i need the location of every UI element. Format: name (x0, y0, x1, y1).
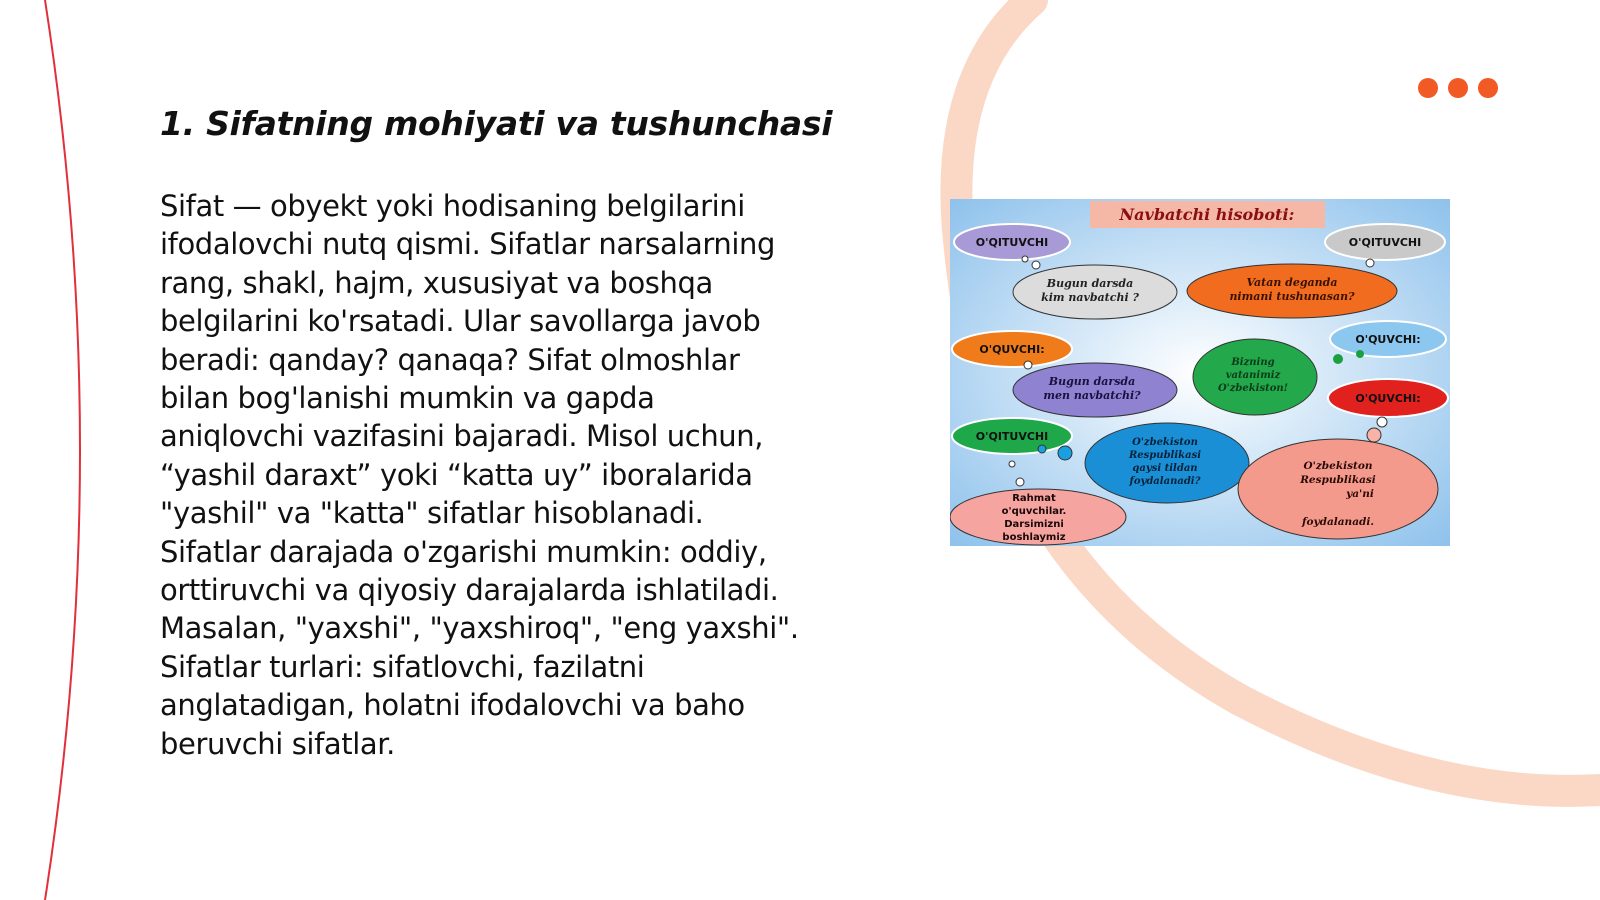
thought-dot (1009, 461, 1015, 467)
left-edge-line-decoration (45, 0, 80, 900)
blue-cloud-line-2: Respublikasi (1129, 450, 1201, 461)
thought-dot (1366, 259, 1374, 267)
dot-icon (1478, 78, 1498, 98)
dot-icon (1418, 78, 1438, 98)
blue-cloud-line-3: qaysi tildan (1132, 463, 1198, 474)
thought-dot (1022, 256, 1028, 262)
green-cloud-line-3: O'zbekiston! (1217, 383, 1289, 394)
blue-cloud-line-1: O'zbekiston (1132, 437, 1198, 448)
pink-cloud-line-4: boshlaymiz (1002, 532, 1066, 543)
green-cloud-line-1: Bizning (1231, 357, 1275, 368)
dialogue-illustration (950, 199, 1450, 546)
thought-dot (1356, 350, 1364, 358)
red-cloud-line-4: foydalanadi. (1302, 516, 1374, 528)
grey-cloud-line-2: kim navbatchi ? (1041, 291, 1139, 304)
slide-title: 1. Sifatning mohiyati va tushunchasi (160, 104, 833, 143)
teacher-left-label: O'QITUVCHI (975, 236, 1049, 249)
red-cloud-line-2: Respublikasi (1300, 474, 1376, 486)
pink-cloud-line-2: o'quvchilar. (1001, 506, 1067, 517)
thought-dot (1024, 361, 1032, 369)
student-orange-label: O'QUVCHI: (979, 343, 1045, 356)
slide-body-text: Sifat — obyekt yoki hodisaning belgilarini ifodalovchi nutq qismi. Sifatlar narsalarning rang, shakl, hajm, xususiyat va boshqa belgilarini ko'rsatadi. Ular savollarga javob beradi: qanday? qanaqa? Sifat olmoshlar bilan bog'lanishi mumkin va gapda aniqlovchi vazifasini bajaradi. Misol uchun, “yashil daraxt” yoki “katta uy” iboralarida "yashil" va "katta" sifatlar hisoblanadi. Sifatlar darajada o'zgarishi mumkin: oddiy, orttiruvchi va qiyosiy darajalarda ishlatiladi. Masalan, "yaxshi", "yaxshiroq", "eng yaxshi". Sifatlar turlari: sifatlovchi, fazilatni anglatadigan, holatni ifodalovchi va baho beruvchi sifatlar. (160, 189, 799, 761)
thought-dot (1367, 428, 1381, 442)
thought-dot (1333, 354, 1343, 364)
green-cloud-line-2: vatanimiz (1225, 370, 1281, 381)
pink-cloud-line-3: Darsimizni (1004, 519, 1064, 530)
thought-dot (1032, 261, 1040, 269)
student-blue-label: O'QUVCHI: (1355, 333, 1421, 346)
thought-dot (1377, 417, 1387, 427)
orange-cloud-line-2: nimani tushunasan? (1229, 290, 1355, 303)
heading-text: Navbatchi hisoboti: (1119, 205, 1295, 224)
thought-dot (1058, 446, 1072, 460)
pink-cloud-line-1: Rahmat (1012, 493, 1056, 504)
purple-cloud-line-1: Bugun darsda (1048, 375, 1136, 388)
teacher-right-label: O'QITUVCHI (1348, 236, 1422, 249)
red-cloud-line-3: ya'ni (1346, 488, 1374, 500)
red-cloud-line-1: O'zbekiston (1303, 460, 1373, 472)
student-red-label: O'QUVCHI: (1355, 392, 1421, 405)
purple-cloud-line-2: men navbatchi? (1043, 389, 1141, 402)
orange-cloud-line-1: Vatan deganda (1246, 276, 1338, 289)
dot-icon (1448, 78, 1468, 98)
thought-dot (1016, 478, 1024, 486)
teacher-green-label: O'QITUVCHI (975, 430, 1049, 443)
grey-cloud-line-1: Bugun darsda (1046, 277, 1134, 290)
blue-cloud-line-4: foydalanadi? (1129, 476, 1201, 487)
menu-dots-decoration (1418, 78, 1498, 98)
dialogue-illustration-svg (950, 199, 1450, 546)
thought-dot (1038, 445, 1046, 453)
